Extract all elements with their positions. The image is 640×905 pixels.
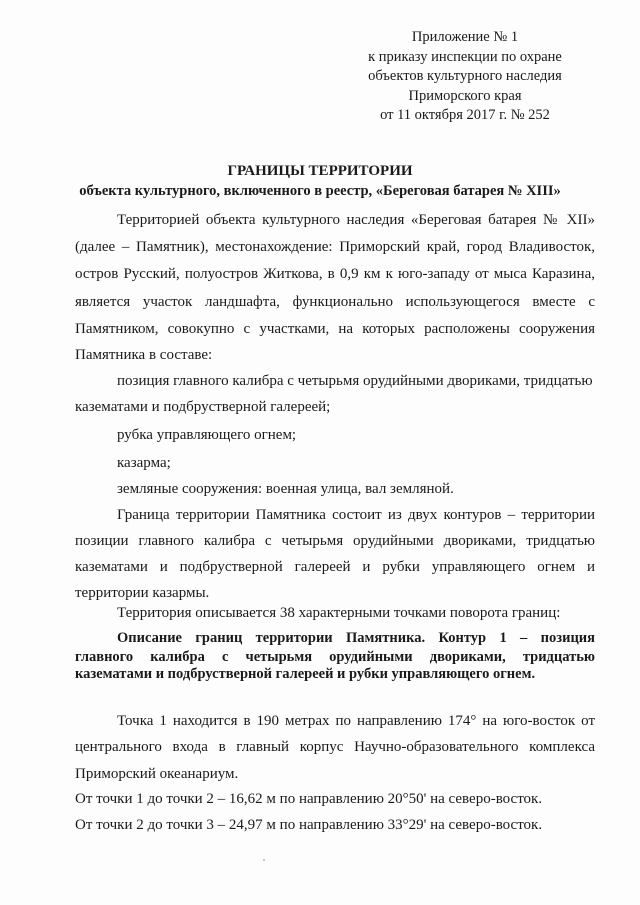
point1-line: Точка 1 находится в 190 метрах по направлению 174° на юго-восток от [117, 713, 595, 729]
list-item: казарма; [117, 455, 171, 471]
intro-line: остров Русский, полуостров Житкова, в 0,9 км к юго-западу от мыса Каразина, [75, 266, 595, 282]
intro-line: Памятника в составе: [75, 347, 213, 363]
scan-speck [263, 859, 265, 861]
contour-heading-line: казематами и подбрустверной галереей и рубки управляющего огнем. [75, 666, 536, 682]
boundary-line: Граница территории Памятника состоит из двух контуров – территории [117, 507, 595, 523]
list-item: казематами и подбрустверной галереей; [75, 399, 331, 415]
document-subtitle: объекта культурного, включенного в реестр, «Береговая батарея № XIII» [79, 183, 561, 199]
segment-line: От точки 1 до точки 2 – 16,62 м по направлению 20°50' на северо-восток. [75, 791, 543, 807]
appendix-number: Приложение № 1 [411, 29, 519, 45]
boundary-line: позиции главного калибра с четырьмя орудийными двориками, тридцатью [75, 533, 595, 549]
intro-line: является участок ландшафта, функционально использующегося вместе с [75, 294, 595, 310]
contour-heading-line: Описание границ территории Памятника. Контур 1 – позиция [117, 630, 595, 646]
intro-line: Памятником, совокупно с участками, на которых расположены сооружения [75, 321, 595, 337]
points-count: Территория описывается 38 характерными точками поворота границ: [117, 605, 561, 621]
list-item: позиция главного калибра с четырьмя орудийными двориками, тридцатью [117, 373, 593, 389]
boundary-line: казематами и подбрустверной галереей и рубки управляющего огнем и [75, 559, 595, 575]
segment-line: От точки 2 до точки 3 – 24,97 м по направлению 33°29' на северо-восток. [75, 817, 543, 833]
document-title: ГРАНИЦЫ ТЕРРИТОРИИ [227, 163, 413, 179]
list-item: земляные сооружения: военная улица, вал земляной. [117, 481, 454, 497]
appendix-date: от 11 октября 2017 г. № 252 [380, 107, 550, 123]
list-item: рубка управляющего огнем; [117, 427, 297, 443]
intro-line: (далее – Памятник), местонахождение: Приморский край, город Владивосток, [75, 239, 595, 255]
point1-line: Приморский океанариум. [75, 766, 239, 782]
appendix-org-line: объектов культурного наследия [368, 68, 562, 84]
appendix-header [340, 28, 590, 126]
point1-line: центрального входа в главный корпус Научно-образовательного комплекса [75, 739, 595, 755]
appendix-order-ref: к приказу инспекции по охране [368, 48, 562, 65]
contour-heading-line: главного калибра с четырьмя орудийными двориками, тридцатью [75, 649, 595, 665]
boundary-line: территории казармы. [75, 585, 210, 601]
intro-line: Территорией объекта культурного наследия «Береговая батарея № XII» [117, 212, 595, 228]
appendix-region: Приморского края [408, 87, 522, 104]
